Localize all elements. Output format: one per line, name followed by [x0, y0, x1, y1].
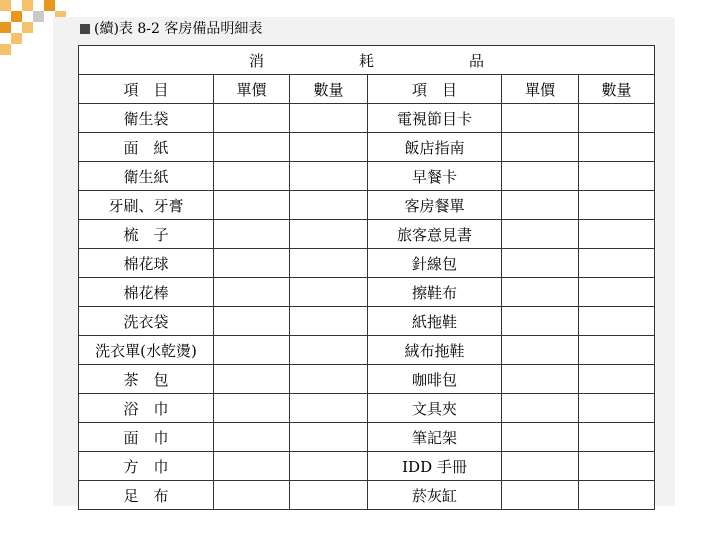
corner-square — [0, 44, 11, 55]
table-row — [79, 133, 655, 162]
table-row — [79, 220, 655, 249]
square-bullet-icon — [80, 24, 90, 34]
quantity-cell — [290, 365, 368, 394]
quantity-cell — [579, 481, 655, 510]
unit-price-cell — [214, 365, 290, 394]
quantity-cell — [579, 365, 655, 394]
unit-price-cell — [502, 104, 579, 133]
item-name-cell: 電視節目卡 — [368, 104, 502, 133]
unit-price-cell — [214, 423, 290, 452]
table-row — [79, 104, 655, 133]
item-name-cell: 足 布 — [79, 481, 214, 510]
unit-price-cell — [214, 278, 290, 307]
unit-price-cell — [502, 394, 579, 423]
quantity-cell — [579, 162, 655, 191]
unit-price-cell — [214, 249, 290, 278]
table-caption — [80, 18, 262, 40]
column-header: 項 目 — [79, 75, 214, 104]
item-name-cell: 浴 巾 — [79, 394, 214, 423]
quantity-cell — [579, 278, 655, 307]
quantity-cell — [579, 133, 655, 162]
item-name-cell: 洗衣單(水乾燙) — [79, 336, 214, 365]
unit-price-cell — [502, 307, 579, 336]
quantity-cell — [290, 104, 368, 133]
corner-square — [22, 22, 33, 33]
table-row — [79, 423, 655, 452]
table-row — [79, 307, 655, 336]
corner-square — [44, 0, 55, 11]
item-name-cell: 擦鞋布 — [368, 278, 502, 307]
item-name-cell: 牙刷、牙膏 — [79, 191, 214, 220]
unit-price-cell — [502, 220, 579, 249]
quantity-cell — [579, 307, 655, 336]
quantity-cell — [579, 394, 655, 423]
corner-square — [11, 33, 22, 44]
item-name-cell: 茶 包 — [79, 365, 214, 394]
unit-price-cell — [214, 481, 290, 510]
unit-price-cell — [214, 336, 290, 365]
quantity-cell — [290, 220, 368, 249]
quantity-cell — [290, 307, 368, 336]
quantity-cell — [290, 278, 368, 307]
unit-price-cell — [214, 133, 290, 162]
corner-square — [0, 22, 11, 33]
unit-price-cell — [502, 423, 579, 452]
quantity-cell — [290, 452, 368, 481]
item-name-cell: 棉花棒 — [79, 278, 214, 307]
item-name-cell: 紙拖鞋 — [368, 307, 502, 336]
quantity-cell — [290, 162, 368, 191]
unit-price-cell — [214, 452, 290, 481]
item-name-cell: 飯店指南 — [368, 133, 502, 162]
quantity-cell — [579, 423, 655, 452]
table-row — [79, 452, 655, 481]
item-name-cell: 菸灰缸 — [368, 481, 502, 510]
table-row — [79, 249, 655, 278]
quantity-cell — [579, 104, 655, 133]
unit-price-cell — [214, 162, 290, 191]
quantity-cell — [579, 336, 655, 365]
column-header: 數量 — [579, 75, 655, 104]
unit-price-cell — [214, 104, 290, 133]
table-title-row — [79, 46, 655, 75]
quantity-cell — [290, 481, 368, 510]
quantity-cell — [579, 191, 655, 220]
quantity-cell — [290, 423, 368, 452]
item-name-cell: 早餐卡 — [368, 162, 502, 191]
column-header: 數量 — [290, 75, 368, 104]
unit-price-cell — [502, 133, 579, 162]
quantity-cell — [579, 452, 655, 481]
item-name-cell: 衛生紙 — [79, 162, 214, 191]
item-name-cell: 面 紙 — [79, 133, 214, 162]
unit-price-cell — [502, 191, 579, 220]
unit-price-cell — [502, 365, 579, 394]
column-header: 項 目 — [368, 75, 502, 104]
item-name-cell: 衛生袋 — [79, 104, 214, 133]
item-name-cell: 針線包 — [368, 249, 502, 278]
quantity-cell — [290, 394, 368, 423]
item-name-cell: 方 巾 — [79, 452, 214, 481]
unit-price-cell — [502, 452, 579, 481]
item-name-cell: 洗衣袋 — [79, 307, 214, 336]
column-header: 單價 — [214, 75, 290, 104]
room-amenities-table — [78, 45, 655, 510]
table-row — [79, 481, 655, 510]
table-row — [79, 162, 655, 191]
table-row — [79, 191, 655, 220]
unit-price-cell — [214, 220, 290, 249]
quantity-cell — [579, 220, 655, 249]
item-name-cell: 筆記架 — [368, 423, 502, 452]
unit-price-cell — [502, 336, 579, 365]
unit-price-cell — [502, 481, 579, 510]
item-name-cell: 棉花球 — [79, 249, 214, 278]
unit-price-cell — [502, 278, 579, 307]
corner-square — [0, 0, 11, 11]
table-row — [79, 365, 655, 394]
item-name-cell: 客房餐單 — [368, 191, 502, 220]
item-name-cell: 咖啡包 — [368, 365, 502, 394]
table-row — [79, 336, 655, 365]
item-name-cell: IDD 手冊 — [368, 452, 502, 481]
item-name-cell: 梳 子 — [79, 220, 214, 249]
corner-square — [33, 11, 44, 22]
corner-square — [11, 11, 22, 22]
item-name-cell: 旅客意見書 — [368, 220, 502, 249]
table-title: 消 耗 品 — [79, 46, 655, 75]
table-header-row — [79, 75, 655, 104]
unit-price-cell — [214, 191, 290, 220]
corner-square — [22, 0, 33, 11]
unit-price-cell — [502, 249, 579, 278]
unit-price-cell — [214, 394, 290, 423]
quantity-cell — [579, 249, 655, 278]
item-name-cell: 絨布拖鞋 — [368, 336, 502, 365]
quantity-cell — [290, 133, 368, 162]
unit-price-cell — [502, 162, 579, 191]
quantity-cell — [290, 191, 368, 220]
caption-text: (續)表 8-2 客房備品明細表 — [94, 21, 263, 37]
quantity-cell — [290, 249, 368, 278]
table-row — [79, 394, 655, 423]
item-name-cell: 面 巾 — [79, 423, 214, 452]
quantity-cell — [290, 336, 368, 365]
unit-price-cell — [214, 307, 290, 336]
column-header: 單價 — [502, 75, 579, 104]
table-row — [79, 278, 655, 307]
item-name-cell: 文具夾 — [368, 394, 502, 423]
